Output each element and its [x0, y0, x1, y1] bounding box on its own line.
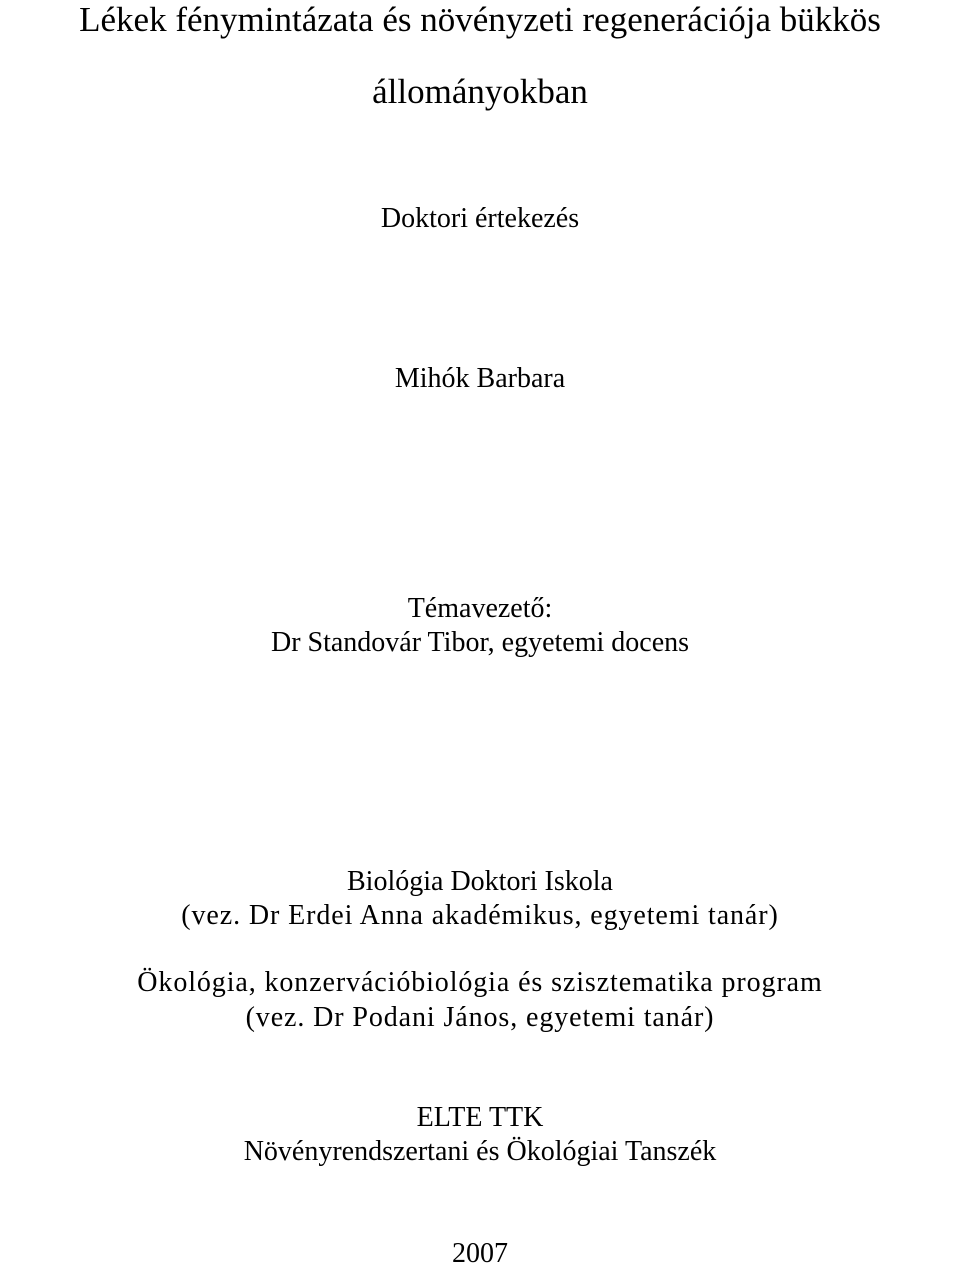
faculty-name: ELTE TTK — [416, 1102, 544, 1133]
program-head: (vez. Dr Podani János, egyetemi tanár) — [245, 1002, 715, 1033]
title-line-2: állományokban — [372, 72, 588, 111]
supervisor-label: Témavezető: — [407, 593, 553, 624]
year: 2007 — [452, 1238, 508, 1269]
doctoral-school-head: (vez. Dr Erdei Anna akadémikus, egyetemi tanár) — [181, 900, 779, 931]
author-name: Mihók Barbara — [394, 363, 566, 394]
thesis-type: Doktori értekezés — [380, 203, 580, 234]
program-name: Ökológia, konzervációbiológia és szisztematika program — [137, 967, 823, 998]
department-name: Növényrendszertani és Ökológiai Tanszék — [243, 1136, 717, 1167]
title-line-1: Lékek fénymintázata és növényzeti regenerációja bükkös — [79, 0, 881, 39]
supervisor-name: Dr Standovár Tibor, egyetemi docens — [270, 627, 690, 658]
doctoral-school-name: Biológia Doktori Iskola — [347, 866, 613, 897]
